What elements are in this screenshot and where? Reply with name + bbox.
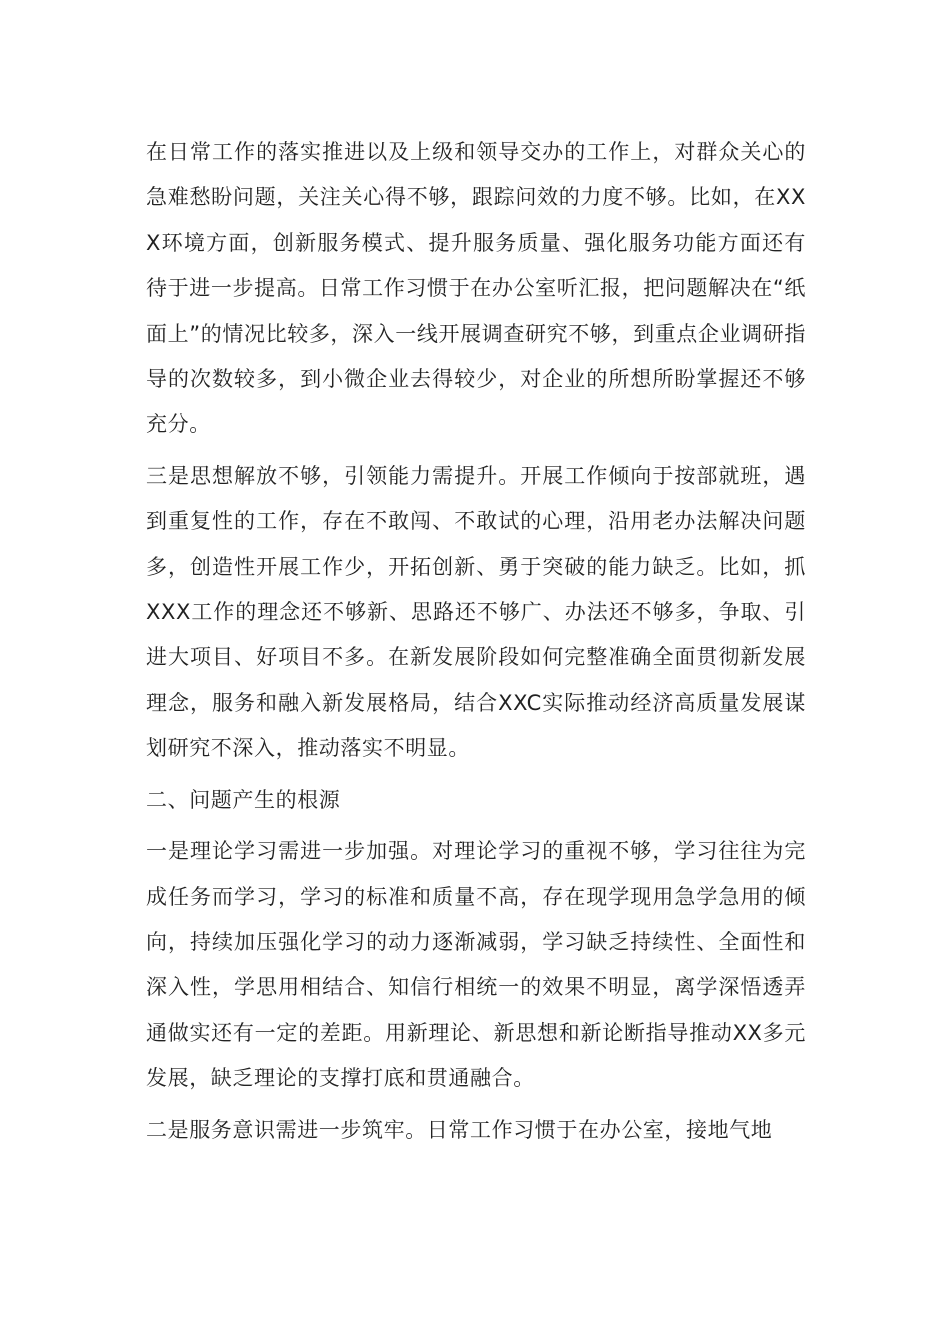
document-body bbox=[146, 130, 806, 1153]
paragraph-thinking-liberation: 三是思想解放不够，引领能力需提升。开展工作倾向于按部就班，遇到重复性的工作，存在不敢闯、不敢试的心理，沿用老办法解决问题多，创造性开展工作少，开拓创新、勇于突破的能力缺乏。比如，抓XXX工作的理念还不够新、思路还不够广、办法还不够多，争取、引进大项目、好项目不多。在新发展阶段如何完整准确全面贯彻新发展理念，服务和融入新发展格局，结合XXC实际推动经济高质量发展谋划研究不深入，推动落实不明显。 bbox=[146, 463, 806, 761]
paragraph-service-issues: 在日常工作的落实推进以及上级和领导交办的工作上，对群众关心的急难愁盼问题，关注关心得不够，跟踪问效的力度不够。比如，在XXX环境方面，创新服务模式、提升服务质量、强化服务功能方面还有待于进一步提高。日常工作习惯于在办公室听汇报，把问题解决在“纸面上”的情况比较多，深入一线开展调查研究不够，到重点企业调研指导的次数较多，到小微企业去得较少，对企业的所想所盼掌握还不够充分。 bbox=[146, 140, 806, 437]
section-heading-root-causes: 二、问题产生的根源 bbox=[146, 787, 341, 812]
paragraph-service-awareness: 二是服务意识需进一步筑牢。日常工作习惯于在办公室，接地气地 bbox=[146, 1117, 773, 1142]
paragraph-theory-study: 一是理论学习需进一步加强。对理论学习的重视不够，学习往往为完成任务而学习，学习的标准和质量不高，存在现学现用急学急用的倾向，持续加压强化学习的动力逐渐减弱，学习缺乏持续性、全面性和深入性，学思用相结合、知信行相统一的效果不明显，离学深悟透弄通做实还有一定的差距。用新理论、新思想和新论断指导推动XX多元发展，缺乏理论的支撑打底和贯通融合。 bbox=[146, 839, 806, 1091]
